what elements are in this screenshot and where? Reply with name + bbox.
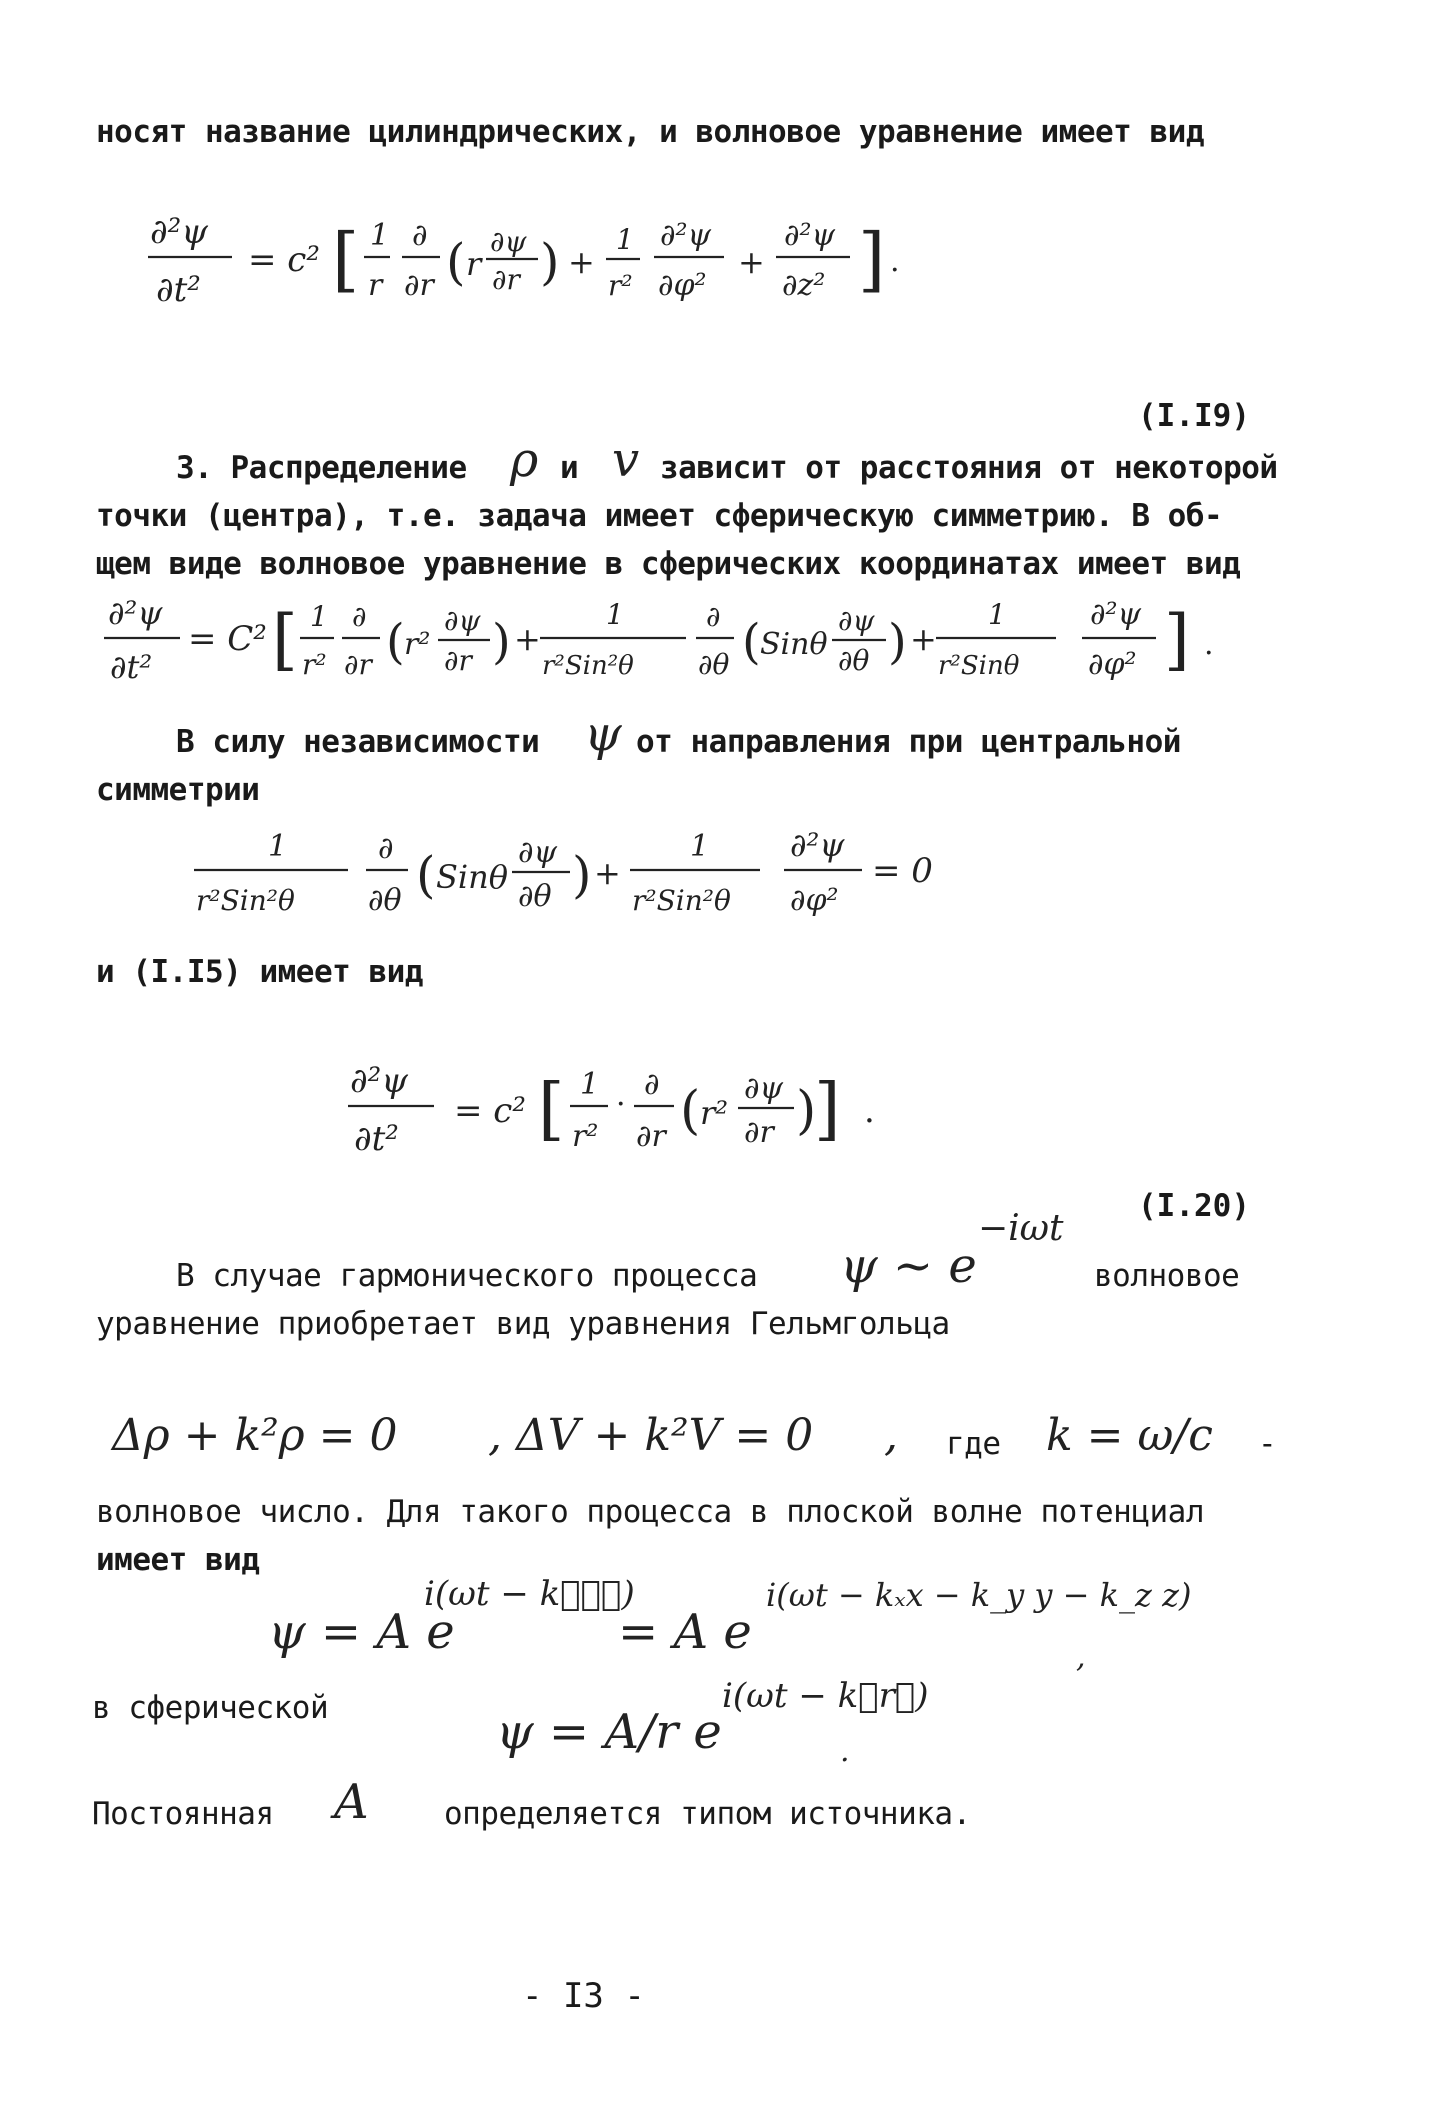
svg-text:]: ] <box>814 1070 841 1149</box>
svg-text:Sinθ: Sinθ <box>436 858 509 896</box>
text-where: где <box>946 1426 1001 1462</box>
svg-text:∂r: ∂r <box>344 648 372 681</box>
text-line-12: имеет вид <box>96 1542 260 1578</box>
svg-text:.: . <box>890 244 900 279</box>
svg-text:∂ψ: ∂ψ <box>518 835 558 870</box>
svg-text:∂²ψ: ∂²ψ <box>790 826 845 864</box>
svg-text:r²Sinθ: r²Sinθ <box>938 651 1020 681</box>
svg-text:+: + <box>738 243 765 281</box>
text-line-6a: В силу независимости <box>176 724 540 760</box>
equation-spherical-general <box>96 588 1276 692</box>
svg-text:·: · <box>616 1087 626 1122</box>
page-number: - I3 - <box>522 1976 645 2016</box>
equation-number-1-19: (I.I9) <box>1138 398 1250 434</box>
svg-text:[: [ <box>332 218 360 300</box>
text-line-6b: от направления при центральной <box>636 724 1181 760</box>
svg-text:Sinθ: Sinθ <box>760 627 828 662</box>
svg-text:r²Sin²θ: r²Sin²θ <box>632 884 731 917</box>
svg-text:1: 1 <box>690 829 710 864</box>
svg-text:∂θ: ∂θ <box>698 648 730 681</box>
svg-text:r: r <box>466 245 482 283</box>
svg-text:= c²: = c² <box>248 240 320 280</box>
spherical-wave-formula: ψ = A/r e <box>496 1704 722 1760</box>
symbol-psi: ψ <box>584 706 622 762</box>
text-line-7: симметрии <box>96 772 260 808</box>
svg-text:∂ψ: ∂ψ <box>490 225 527 258</box>
svg-text:∂r: ∂r <box>404 268 434 303</box>
text-line-3b: и <box>560 450 579 486</box>
svg-text:∂φ²: ∂φ² <box>658 268 707 303</box>
text-line-14b: определяется типом источника. <box>444 1796 971 1832</box>
svg-text:(: ( <box>680 1081 701 1141</box>
svg-text:∂t²: ∂t² <box>110 648 153 686</box>
svg-text:r²: r² <box>302 648 327 681</box>
svg-text:= 0: = 0 <box>872 851 933 891</box>
svg-text:∂²ψ: ∂²ψ <box>784 218 836 253</box>
text-line-13: в сферической <box>92 1690 329 1726</box>
spherical-wave-exponent: i(ωt − k⃗r⃗) <box>722 1676 929 1716</box>
svg-text:(: ( <box>446 233 466 291</box>
svg-text:∂t²: ∂t² <box>354 1119 399 1159</box>
svg-text:): ) <box>572 846 592 904</box>
svg-text:∂²ψ: ∂²ψ <box>1090 597 1142 632</box>
plane-wave-formula: ψ = A e <box>268 1604 455 1660</box>
svg-text:∂: ∂ <box>352 600 367 633</box>
helmholtz-v: , ΔV + k²V = 0 <box>488 1410 814 1461</box>
svg-text:∂r: ∂r <box>636 1119 666 1154</box>
svg-text:∂²ψ: ∂²ψ <box>660 218 712 253</box>
helmholtz-rho: Δρ + k²ρ = 0 <box>112 1410 398 1461</box>
svg-text:1: 1 <box>310 600 328 633</box>
svg-text:= C²: = C² <box>188 619 267 659</box>
plane-wave-exponent-2: i(ωt − kₓx − k_y y − k_z z) <box>766 1576 1192 1614</box>
svg-text:∂: ∂ <box>378 831 394 866</box>
svg-text:(: ( <box>416 846 436 904</box>
symbol-rho: ρ <box>510 432 539 488</box>
text-line-5: щем виде волновое уравнение в сферических координатах имеет вид <box>96 546 1241 582</box>
svg-text:1: 1 <box>580 1067 600 1102</box>
svg-text:∂ψ: ∂ψ <box>444 604 481 637</box>
harmonic-exponent: −iωt <box>978 1208 1064 1249</box>
svg-text:∂φ²: ∂φ² <box>1088 647 1137 682</box>
svg-text:r²: r² <box>404 627 431 662</box>
svg-text:∂φ²: ∂φ² <box>790 883 839 918</box>
svg-text:1: 1 <box>370 218 390 253</box>
text-line-11: волновое число. Для такого процесса в плоской волне потенциал <box>96 1494 1204 1530</box>
svg-text:∂θ: ∂θ <box>368 883 402 918</box>
svg-text:∂: ∂ <box>644 1067 660 1102</box>
svg-text:∂: ∂ <box>706 600 721 633</box>
plane-wave-formula-2: = A e <box>618 1604 752 1660</box>
svg-text:r: r <box>368 268 383 303</box>
svg-text:∂r: ∂r <box>492 263 520 296</box>
text-line-3a: 3. Распределение <box>176 450 467 486</box>
svg-text:∂r: ∂r <box>444 644 472 677</box>
text-line-14a: Постоянная <box>92 1796 274 1832</box>
svg-text:+: + <box>514 620 541 658</box>
plane-wave-comma: , <box>1076 1640 1086 1675</box>
text-line-1: носят название цилиндрических, и волновое уравнение имеет вид <box>96 114 1204 150</box>
svg-text:(: ( <box>386 614 405 670</box>
svg-text:∂t²: ∂t² <box>156 270 201 310</box>
svg-text:r²: r² <box>572 1119 599 1154</box>
svg-text:]: ] <box>1164 601 1190 678</box>
text-line-9a: В случае гармонического процесса <box>176 1258 758 1294</box>
text-line-4: точки (центра), т.е. задача имеет сферическую симметрию. В об- <box>96 498 1223 534</box>
svg-text:r²: r² <box>700 1094 729 1132</box>
svg-text:∂θ: ∂θ <box>838 644 870 677</box>
equation-cylindrical <box>140 205 1020 315</box>
svg-text:∂r: ∂r <box>744 1115 774 1150</box>
svg-text:r²: r² <box>608 269 633 302</box>
equation-spherical-radial <box>344 1052 1044 1160</box>
svg-text:r²Sin²θ: r²Sin²θ <box>542 651 634 681</box>
svg-text:.: . <box>1204 627 1214 662</box>
spherical-wave-dot: . <box>840 1734 850 1769</box>
svg-text:+: + <box>594 854 621 892</box>
equation-number-1-20: (I.20) <box>1138 1188 1250 1224</box>
svg-text:): ) <box>796 1081 817 1141</box>
constant-a-symbol: A <box>334 1774 369 1830</box>
svg-text:∂: ∂ <box>412 218 428 253</box>
svg-text:∂²ψ: ∂²ψ <box>108 594 163 632</box>
text-line-9b: волновое <box>1094 1258 1240 1294</box>
svg-text:∂²ψ: ∂²ψ <box>150 212 208 252</box>
svg-text:r²Sin²θ: r²Sin²θ <box>196 884 295 917</box>
svg-text:+: + <box>910 620 937 658</box>
svg-text:]: ] <box>858 218 886 300</box>
svg-text:∂ψ: ∂ψ <box>744 1071 784 1106</box>
svg-text:[: [ <box>272 601 298 678</box>
symbol-v: v <box>612 432 640 488</box>
svg-text:= c²: = c² <box>454 1091 526 1131</box>
svg-text:): ) <box>492 614 511 670</box>
text-line-3c: зависит от расстояния от некоторой <box>660 450 1278 486</box>
svg-text:[: [ <box>538 1070 565 1149</box>
svg-text:∂θ: ∂θ <box>518 879 552 914</box>
svg-text:∂²ψ: ∂²ψ <box>350 1061 408 1101</box>
svg-text:(: ( <box>742 614 761 670</box>
text-line-8: и (I.I5) имеет вид <box>96 954 423 990</box>
text-dash: - <box>1258 1426 1277 1462</box>
svg-text:1: 1 <box>606 598 624 631</box>
svg-text:∂ψ: ∂ψ <box>838 604 875 637</box>
svg-text:.: . <box>864 1091 875 1131</box>
equation-angular-zero <box>190 818 1050 922</box>
svg-text:1: 1 <box>988 598 1006 631</box>
svg-text:+: + <box>568 243 595 281</box>
svg-text:): ) <box>540 233 560 291</box>
harmonic-expression: ψ ~ e <box>840 1238 977 1294</box>
svg-text:1: 1 <box>268 829 288 864</box>
svg-text:∂z²: ∂z² <box>782 268 826 303</box>
svg-text:): ) <box>888 614 907 670</box>
plane-wave-exponent-1: i(ωt − k⃗ℓ⃗) <box>424 1574 635 1614</box>
wave-number-definition: k = ω/c <box>1046 1410 1213 1461</box>
helmholtz-comma: , <box>884 1410 898 1461</box>
svg-text:1: 1 <box>616 223 634 256</box>
text-line-10: уравнение приобретает вид уравнения Гельмгольца <box>96 1306 950 1342</box>
